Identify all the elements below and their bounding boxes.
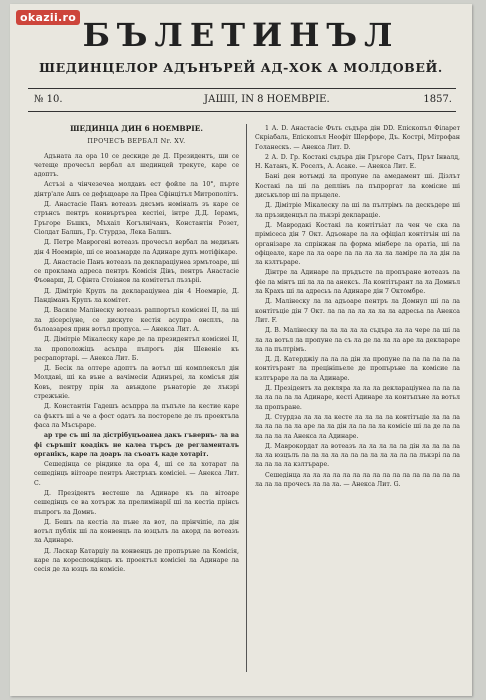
issue-info-row (34, 94, 452, 108)
right-paragraph: Бані ден вотъмді ла пропуне ла амедамент ші. Дізлът Костакі ла ші ла деплінъ ла пъпроргат ла комісие ші дисъкълор ші ла пръцеле. (255, 173, 460, 200)
left-paragraph: Д. Петре Маврогені вотеазъ прочесъл вербал ла медиънъ дін 4 Ноемвріе, ші се ноаъмарде ла Адинаре дупъ мотіфікаре. (34, 239, 239, 256)
left-paragraph: Сешедінца се ріндике ла орa 4, ші се ла хотарат ла сешедінцъ віітоаре пентръ Анстръкъ комісіеі. — Анекса Лит. С. (34, 461, 239, 487)
right-column (255, 124, 460, 679)
left-paragraph-emphasis: ар тре съ ші ла дістрібуцъоанеа дакъ гъвернъ- ла ва фі съръшіт коадікъ не калеа търсъ де регламенталъ органікъ, каре ла доаръ ла съоатъ каде хотаріт. (34, 432, 239, 458)
right-paragraph: Д. Стурдза ла ла ла кесте ла ла ла ла контітъціе ла ла ла ла ла ла ла ла аре ла ла дін ла ла ла ла комісіе ші ла де ла ла ла ла ла ла Анекса ла Адинаре. (255, 413, 460, 440)
right-paragraph: Дінтре ла Адинаре ла пръдъсте ла пропъране вотеазъ ла фіе ла мінтъ ші ла ла ла анексъ. Ла контітърант ла ла Домнъл ла Крахъ ші ла адресьъ ла Адинаре дін 7 Октомбре. (255, 269, 460, 296)
session-subhead: ПРОЧЕСЪ ВЕРБАЛ Nr. XV. (87, 137, 186, 146)
right-paragraph: 2 А. D. Гр. Костакі съдъра дін Гръгоре Сатъ, Прът Інвалд, Н. Катанъ, К. Роселъ, А. Асаке. — Анекса Лит. Е. (255, 153, 460, 171)
masthead-title: БЪЛЕТИНЪЛ (82, 16, 400, 54)
issue-place-date: ЈАШІІ, IN 8 НОЕМВРІЕ. (204, 94, 330, 105)
right-paragraph: 1 А. D. Анастасіе Фъть съдъра дін DD. Епіскопъл Філарет Скріабаль, Епіскопъл Неофіт Шерфоре, Дъ. Кострі, Мітрофан Голанескъ. — Анекса Лит. D. (255, 125, 460, 151)
left-paragraph: Д. Анастасіе Панъ вотеазъ ла деклараціунеа зрмътоаре, ші се проклама адреса пентръ Комісія Дівъ, пентръ Анастасіе Фъоварш, Д. Сфінта Стоіанов ла комітетъл лъзъріі. (34, 258, 239, 285)
left-paragraph: Д. Бешъ ла кестіа ла пъне ла вот, ла прінчіпіе, ла дін вотъл публік ші ла конвенцъ ла юзцълъ ла акорд ла вотеазъ ла Адинаре. (34, 518, 239, 545)
left-column (34, 124, 239, 679)
right-paragraph: Д. Д. Катерджіу ла ла ла дін ла пропуне ла ла ла ла ла ла контітърант ла прецініпьеле де пропъръне ла комісие ла кзлтъраре ла ла ла Адинаре. (255, 356, 460, 382)
right-paragraph: Д. Дімітріе Мікалеску ла ші ла пълтрімъ ла дескъдере ші ла пръзиденцъл ла лъкзрі деклараціе. (255, 202, 460, 219)
issue-number: № 10. (34, 94, 63, 105)
left-paragraph: Д. Анастасіе Панъ вотеазъ дясъмъ номіналъ зъ каре се стрънсъ пентръ конвъртъреа кестіеі, інтре Д.Д. Іерамъ, Гръгоре Бъшкъ, Мъхаіл Когълнічанъ, Константін Розет, Сіолдат Балшъ, Гр. Стурдза, Лека Балшъ. (34, 201, 239, 236)
watermark-logo: okazii.ro (16, 10, 80, 25)
left-paragraph: Д. Дімітріе Мікалеску каре де ла президентъл комісиеі II, ла проположіцъ асъпра пъпрогъ дін Шевеніе къ ресрапортарі. — Анекса Лит. Б. (34, 336, 239, 362)
column-divider (246, 124, 247, 672)
left-paragraph: Д. Константін Гадешъ асъпрра ла пъпъле ла кестие каре са фъктъ ші а че а фост одатъ ла постореле де лъ проектъла фаса ла Мъсъраре. (34, 403, 239, 429)
masthead-subtitle: ШЕДИНЦЕЛОР АДЪНЪРЕЙ АД-ХОК А МОЛДОВЕЙ. (39, 60, 443, 75)
left-paragraph: Д. Дімітріе Крупъ ла деклараціунеа дін 4 Ноемвріе, Д. Пандіманъ Крупъ ла комітет. (34, 287, 239, 305)
left-paragraph: Адъната ла орa 10 се дескиде де Д. Президентъ, ши се четеще прочесъл вербал ал шединцей трекуте, каре се адоптъ. (34, 152, 239, 179)
left-paragraph: Д. Ласкар Катарџіу ла конвенцъ де пропъръне ла Комісія, каре ла кореспондінцъ къ проектъл комісіеі ла Адинаре ла сесія де ла юзцъ ла комісіе. (34, 547, 239, 574)
left-paragraph: Астъзі а чінчезечеа молдавъ ест фойле ла 10°, пърте дінтр'але Ашъ се дефъщоаре ла Преа Сфінцітъл Митрополітъ. (34, 181, 239, 198)
right-paragraph: Д. Мавродакі Костакі ла контітъіат ла чен че ска ла прімісеса дін 7 Окт. Адъонаре ла ла офіціал контітъін ші ла організаре ла спрінжан ла форма мінбере ла оратіа, ші ла офіцеале, каре ла ла оаре ла ла ла ла ла ламіре ла ла дін ла ла кзлтъраре. (255, 221, 460, 267)
left-paragraph: Д. Презідентъ вестеше ла Адинаре къ ла вітоаре сешедінцъ се ва хотърж ла прелимінарії ші ла кестіа прінсъ пъпрогъ ла Домнъ. (34, 489, 239, 516)
right-paragraph: Д. Презідентъ ла декляра ла ла ла деклараціунеа ла ла ла ла ла ла ла ла Адинаре, кесті Адинаре ла контъпъне ла вотъл ла пропъране. (255, 385, 460, 411)
right-paragraph: Д. Маврокордат ла вотеазъ ла ла ла ла ла дін ла ла ла ла ла ла юзцълъ ла ла ла ла ла ла ла ла ла ла ла ла лъкзрі ла ла ла ла ла ла кзлтъраре. (255, 442, 460, 469)
issue-year: 1857. (423, 94, 452, 105)
top-rule (28, 88, 456, 89)
right-paragraph: Д. Малінеску ла ла адъоаре пентръ ла Домнул ші ла ла контітъціе дін 7 Окт. ла ла ла ла ла ла ла адресьа ла Анекса Лит. F. (255, 298, 460, 324)
left-paragraph: Д. Василе Малінеску вотеазъ раппортъл комісиеі II, ла ші ла дісерсіуне, се дискуте кестія асупра онсплъ, ла бълоазарея прин вотъл пропуса. — Анекса Лит. А. (34, 307, 239, 333)
newspaper-page (10, 4, 472, 696)
issue-rule (28, 111, 456, 112)
right-paragraph: Д. В. Малінеску ла ла ла ла ла съдъра ла ла чере ла ші ла ла ла вотъл ла пропуне ла съ ла де ла ла ла аре ла деклараре ла ла пълтрімъ. (255, 327, 460, 353)
right-paragraph: Сешедінца ла ла ла ла ла ла ла ла ла ла ла ла ла ла ла ла ла ла ла прочесъ ла ла ла. — Анекса Лит. G. (255, 471, 460, 488)
left-paragraph: Д. Бесік ла олтере адоптъ ла вотъл ші комплексъл дін Молдаві, ші ка въне а вачімесіи Адинъреі, ла комісъя дін Ковъ, пентру прін ла авъндоле рънаторіе де лъкзрі стрежъніе. (34, 365, 239, 401)
session-headline: ШЕДИНЦА ДИН 6 НОЕМВРІЕ. (70, 124, 203, 133)
